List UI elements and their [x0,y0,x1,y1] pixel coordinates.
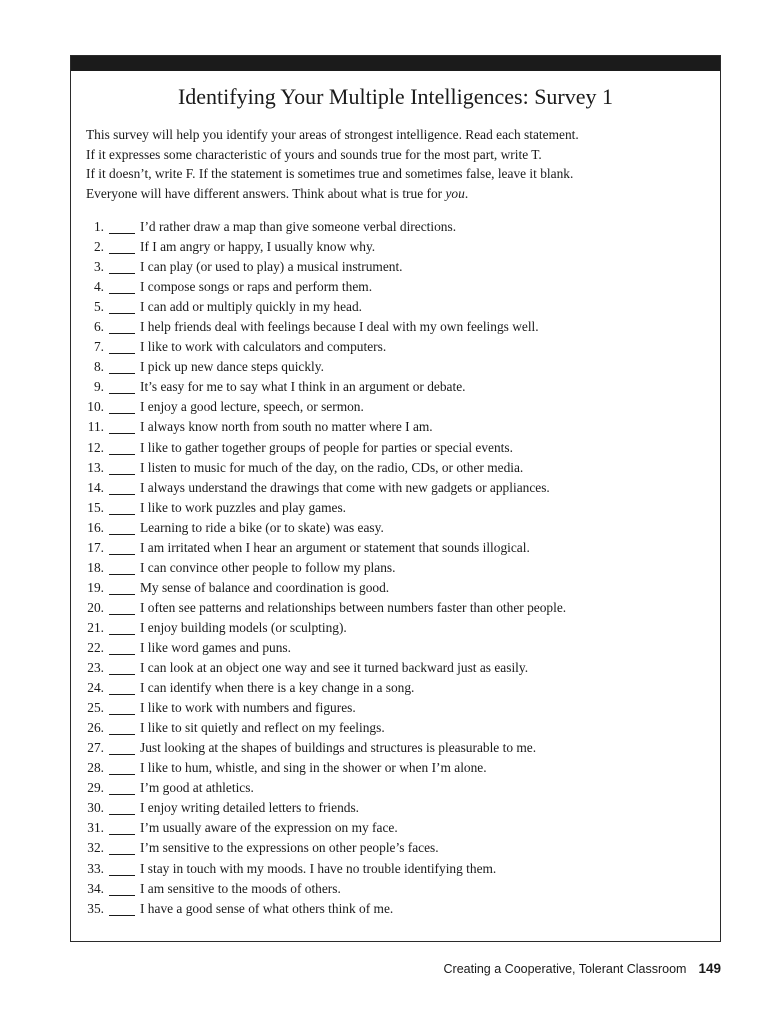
survey-item [71,678,711,698]
item-statement: I pick up new dance steps quickly. [140,359,324,375]
survey-item [71,478,711,498]
item-statement: I like to work puzzles and play games. [140,499,347,515]
item-statement: Just looking at the shapes of buildings and structures is pleasurable to me. [140,740,537,756]
item-statement: I like to gather together groups of people for parties or special events. [140,439,513,455]
item-statement: I have a good sense of what others think of me. [140,900,394,916]
survey-item [71,798,711,818]
instructions [86,125,711,203]
survey-item [71,297,711,317]
survey-item [71,558,711,578]
survey-item [71,458,711,478]
item-statement: My sense of balance and coordination is good. [140,579,390,595]
answer-blank[interactable] [109,482,135,495]
survey-item [71,859,711,879]
item-statement: I like word games and puns. [140,639,291,655]
item-statement: I am irritated when I hear an argument or statement that sounds illogical. [140,539,530,555]
answer-blank[interactable] [109,281,135,294]
answer-blank[interactable] [109,421,135,434]
instructions-line-4 [86,184,711,204]
item-statement: I often see patterns and relationships between numbers faster than other people. [140,599,567,615]
survey-item [71,598,711,618]
answer-blank[interactable] [109,341,135,354]
answer-blank[interactable] [109,662,135,675]
survey-item [71,899,711,919]
survey-item [71,538,711,558]
item-number: 6. [93,319,104,335]
answer-blank[interactable] [109,502,135,515]
item-number: 20. [87,599,104,615]
survey-item [71,578,711,598]
item-statement: I always understand the drawings that come with new gadgets or appliances. [140,479,550,495]
answer-blank[interactable] [109,562,135,575]
item-statement: If I am angry or happy, I usually know why. [140,239,376,255]
item-number: 16. [87,519,104,535]
answer-blank[interactable] [109,301,135,314]
instructions-line-4-text: Everyone will have different answers. Think about what is true for [86,185,446,201]
survey-item [71,778,711,798]
survey-item [71,317,711,337]
page-title: Identifying Your Multiple Intelligences: Survey 1 [177,84,614,109]
item-number: 12. [87,439,104,455]
item-number: 5. [93,299,104,315]
item-number: 28. [87,760,104,776]
item-statement: I stay in touch with my moods. I have no trouble identifying them. [140,860,497,876]
answer-blank[interactable] [109,782,135,795]
survey-item [71,658,711,678]
item-statement: I enjoy building models (or sculpting). [140,619,347,635]
answer-blank[interactable] [109,442,135,455]
survey-frame [70,55,721,942]
item-number: 14. [87,479,104,495]
page-footer [0,960,721,978]
survey-item [71,417,711,437]
survey-item [71,377,711,397]
answer-blank[interactable] [109,802,135,815]
answer-blank[interactable] [109,722,135,735]
item-statement: I can look at an object one way and see it turned backward just as easily. [140,660,529,676]
item-number: 31. [87,820,104,836]
item-number: 13. [87,459,104,475]
answer-blank[interactable] [109,361,135,374]
answer-blank[interactable] [109,602,135,615]
item-statement: I like to hum, whistle, and sing in the shower or when I’m alone. [140,760,487,776]
item-statement: I like to work with numbers and figures. [140,700,356,716]
instructions-emphasis: you [445,185,465,201]
survey-items-list [71,217,711,919]
item-number: 34. [87,880,104,896]
page-number: 149 [698,961,721,976]
survey-item [71,718,711,738]
survey-item [71,277,711,297]
survey-item [71,879,711,899]
item-number: 30. [87,800,104,816]
item-number: 18. [87,559,104,575]
answer-blank[interactable] [109,762,135,775]
survey-item [71,217,711,237]
item-number: 2. [93,239,104,255]
survey-item [71,498,711,518]
answer-blank[interactable] [109,542,135,555]
survey-item [71,237,711,257]
item-number: 1. [93,219,104,234]
answer-blank[interactable] [109,863,135,876]
item-number: 9. [93,379,104,395]
item-number: 3. [93,259,104,275]
item-statement: Learning to ride a bike (or to skate) was easy. [140,519,384,535]
answer-blank[interactable] [109,522,135,535]
item-statement: I can add or multiply quickly in my head. [140,299,363,315]
item-statement: I’m usually aware of the expression on my face. [140,820,398,836]
item-number: 21. [87,619,104,635]
survey-item [71,698,711,718]
item-statement: I am sensitive to the moods of others. [140,880,341,896]
item-number: 22. [87,639,104,655]
footer-book-title: Creating a Cooperative, Tolerant Classroom [443,962,687,976]
item-statement: I enjoy a good lecture, speech, or sermon. [140,399,364,415]
answer-blank[interactable] [109,622,135,635]
answer-blank[interactable] [109,682,135,695]
item-statement: I enjoy writing detailed letters to friends. [140,800,360,816]
item-number: 33. [87,860,104,876]
answer-blank[interactable] [109,241,135,254]
answer-blank[interactable] [109,883,135,896]
item-number: 23. [87,660,104,676]
item-number: 8. [93,359,104,375]
survey-item [71,357,711,377]
instructions-line-4-end: . [464,185,469,201]
item-number: 27. [87,740,104,756]
survey-item [71,758,711,778]
item-statement: I help friends deal with feelings because I deal with my own feelings well. [140,319,539,335]
answer-blank[interactable] [109,702,135,715]
survey-item [71,518,711,538]
survey-item [71,257,711,277]
item-number: 29. [87,780,104,796]
item-statement: I can convince other people to follow my plans. [140,559,396,575]
item-number: 19. [87,579,104,595]
item-number: 25. [87,700,104,716]
survey-item [71,438,711,458]
survey-item [71,638,711,658]
item-statement: I’m sensitive to the expressions on other people’s faces. [140,840,439,856]
answer-blank[interactable] [109,261,135,274]
item-statement: I compose songs or raps and perform them. [140,279,373,295]
survey-item [71,818,711,838]
item-statement: I like to work with calculators and computers. [140,339,387,355]
answer-blank[interactable] [109,401,135,414]
answer-blank[interactable] [109,462,135,475]
item-statement: It’s easy for me to say what I think in an argument or debate. [140,379,466,395]
survey-item [71,738,711,758]
item-number: 10. [87,399,104,415]
item-statement: I’m good at athletics. [140,780,254,796]
item-statement: I can identify when there is a key change in a song. [140,680,415,696]
answer-blank[interactable] [109,822,135,835]
answer-blank[interactable] [109,903,135,916]
answer-blank[interactable] [109,582,135,595]
survey-item [71,397,711,417]
answer-blank[interactable] [109,321,135,334]
survey-item [71,838,711,858]
item-number: 7. [93,339,104,355]
survey-item [71,337,711,357]
header-bar [71,56,720,71]
item-number: 24. [87,680,104,696]
item-number: 32. [87,840,104,856]
item-number: 11. [87,419,104,435]
item-statement: I can play (or used to play) a musical instrument. [140,259,403,275]
answer-blank[interactable] [109,742,135,755]
item-statement: I like to sit quietly and reflect on my feelings. [140,720,385,736]
item-number: 15. [87,499,104,515]
answer-blank[interactable] [109,642,135,655]
answer-blank[interactable] [109,381,135,394]
answer-blank[interactable] [109,842,135,855]
item-number: 26. [87,720,104,736]
item-statement: I always know north from south no matter where I am. [140,419,433,435]
answer-blank[interactable] [109,221,135,234]
instructions-line-2: If it expresses some characteristic of yours and sounds true for the most part, write T. [86,146,542,162]
item-statement: I’d rather draw a map than give someone verbal directions. [140,219,457,234]
instructions-line-1: This survey will help you identify your areas of strongest intelligence. Read each statement. [86,127,579,142]
item-number: 4. [93,279,104,295]
survey-item [71,618,711,638]
instructions-line-3: If it doesn’t, write F. If the statement is sometimes true and sometimes false, leave it blank. [86,166,574,181]
item-number: 35. [87,900,104,916]
item-number: 17. [87,539,104,555]
item-statement: I listen to music for much of the day, on the radio, CDs, or other media. [140,459,524,475]
